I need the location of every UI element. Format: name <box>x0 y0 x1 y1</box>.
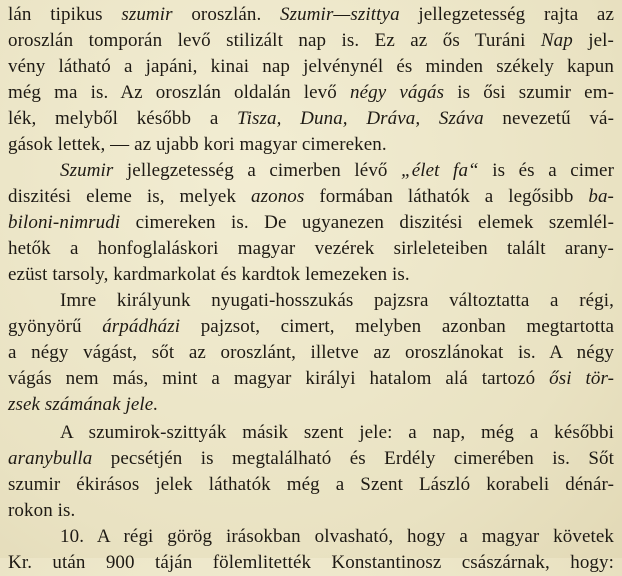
text-line <box>8 184 614 210</box>
italic-text-segment: azonos <box>251 186 305 207</box>
text-segment: lán tipikus <box>8 4 122 25</box>
text-segment: vény látható a japáni, kinai nap jelvénynél és minden székely kapun <box>8 56 614 77</box>
text-line <box>60 524 614 550</box>
text-line <box>8 132 614 158</box>
italic-text-segment: Szumir—szittya <box>280 4 400 25</box>
text-segment: Kr. után 900 táján fölemlitették Konstantinosz császárnak, hogy: <box>8 552 614 573</box>
text-segment: szumir ékirásos jelek láthatók még a Szent László korabeli dénár- <box>8 474 614 495</box>
text-line <box>8 498 614 524</box>
text-segment: oroszlán. <box>172 4 281 25</box>
text-line <box>8 366 614 392</box>
text-line <box>8 236 614 262</box>
text-line <box>8 106 614 132</box>
italic-text-segment: „élet fa“ <box>401 160 479 181</box>
text-segment: jellegzetesség a cimerben lévő <box>113 160 402 181</box>
text-segment: A szumirok-szittyák másik szent jele: a nap, még a későbbi <box>60 422 614 443</box>
text-segment: lék, melyből később a <box>8 108 238 129</box>
text-line <box>8 54 614 80</box>
italic-text-segment: biloni-nimrudi <box>8 212 121 233</box>
text-line <box>8 210 614 236</box>
text-segment: gyönyörű <box>8 316 103 337</box>
italic-text-segment: ősi tör- <box>549 368 614 389</box>
text-segment: Imre királyunk nyugati-hosszukás pajzsra változtatta a régi, <box>60 290 614 311</box>
text-segment: rokon is. <box>8 500 76 521</box>
text-segment: még ma is. Az oroszlán oldalán levő <box>8 82 350 103</box>
text-segment: gások lettek, — az ujabb kori magyar cimereken. <box>8 134 387 155</box>
text-segment: nevezetű vá- <box>483 108 614 129</box>
italic-text-segment: Nap <box>540 30 573 51</box>
text-segment: oroszlán tomporán levő stilizált nap is. Ez az ős Turáni <box>8 30 541 51</box>
text-segment: is és a cimer <box>478 160 614 181</box>
text-line <box>8 28 614 54</box>
text-line <box>8 314 614 340</box>
text-segment: vágás nem más, mint a magyar királyi hatalom alá tartozó <box>8 368 550 389</box>
italic-text-segment: aranybulla <box>8 448 93 469</box>
text-line <box>8 446 614 472</box>
text-segment: is ősi szumir em- <box>444 82 614 103</box>
text-segment: ezüst tarsoly, kardmarkolat és kardtok lemezeken is. <box>8 264 410 285</box>
text-segment: jellegzetesség rajta az <box>399 4 614 25</box>
text-segment: formában láthatók a legősibb <box>304 186 589 207</box>
text-line <box>8 550 614 576</box>
text-line <box>60 288 614 314</box>
text-line <box>8 392 614 418</box>
text-segment: diszitési eleme is, melyek <box>8 186 251 207</box>
text-segment: 10. A régi görög irásokban olvasható, hogy a magyar követek <box>60 526 614 547</box>
text-line <box>8 2 614 28</box>
text-segment: pecsétjén is megtalálható és Erdély cimerében is. Sőt <box>92 448 614 469</box>
text-line <box>8 262 614 288</box>
text-line <box>60 158 614 184</box>
italic-text-segment: ba- <box>588 186 614 207</box>
italic-text-segment: zsek számának jele. <box>8 394 159 415</box>
italic-text-segment: szumir <box>121 4 173 25</box>
italic-text-segment: Szumir <box>60 160 114 181</box>
text-segment: a négy vágást, sőt az oroszlánt, illetve az oroszlánokat is. A négy <box>8 342 614 363</box>
text-line <box>8 340 614 366</box>
text-segment: cimereken is. De ugyanezen diszitési elemek szemlél- <box>120 212 614 233</box>
italic-text-segment: árpádházi <box>102 316 181 337</box>
text-line <box>8 472 614 498</box>
text-line <box>8 80 614 106</box>
text-segment: pajzsot, cimert, melyben azonban megtartotta <box>180 316 614 337</box>
italic-text-segment: négy vágás <box>349 82 445 103</box>
text-segment: hetők a honfoglaláskori magyar vezérek sirleleteiben talált arany- <box>8 238 614 259</box>
text-segment: jel- <box>572 30 614 51</box>
text-line <box>60 420 614 446</box>
italic-text-segment: Tisza, Duna, Dráva, Száva <box>237 108 484 129</box>
